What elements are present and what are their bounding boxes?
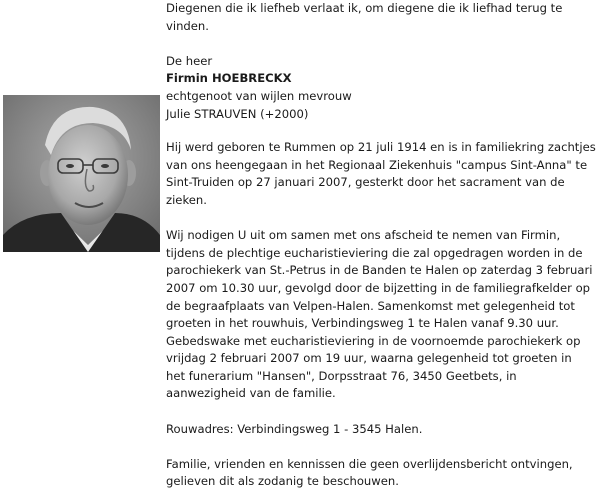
last-name: HOEBRECKX — [211, 71, 292, 86]
intro-line: vinden. — [166, 18, 209, 33]
birth-line: van ons heengegaan in het Regionaal Ziekenhuis "campus Sint-Anna" te — [166, 157, 588, 172]
first-name: Firmin — [166, 71, 212, 86]
invitation-line: Gebedswake met eucharistieviering in de voornoemde parochiekerk op — [166, 333, 581, 348]
intro-line: Diegenen die ik liefheb verlaat ik, om diegene die ik liefhad terug te — [166, 1, 563, 15]
invitation-line: de begraafplaats van Velpen-Halen. Samenkomst met gelegenheid tot — [166, 298, 575, 313]
mourning-address: Rouwadres: Verbindingsweg 1 - 3545 Halen. — [166, 421, 423, 436]
invitation-line: groeten in het rouwhuis, Verbindingsweg 1 te Halen vanaf 9.30 uur. — [166, 316, 559, 331]
deceased-name — [166, 70, 592, 88]
spouse-line: Julie STRAUVEN (+2000) — [166, 106, 309, 121]
invitation-line: aanwezigheid van de familie. — [166, 386, 336, 401]
invitation-line: parochiekerk van St.-Petrus in de Banden te Halen op zaterdag 3 februari — [166, 263, 593, 278]
invitation-line: vrijdag 2 februari 2007 om 19 uur, waarna gelegenheid tot groeten in — [166, 351, 572, 366]
birth-line: Sint-Truiden op 27 januari 2007, gesterkt door het sacrament van de — [166, 175, 565, 190]
spouse-line: echtgenoot van wijlen mevrouw — [166, 88, 352, 103]
portrait-illustration — [3, 95, 160, 252]
portrait-photo — [3, 95, 160, 252]
birth-line: Hij werd geboren te Rummen op 21 juli 1914 en is in familiekring zachtjes — [166, 140, 596, 155]
invitation-line: Wij nodigen U uit om samen met ons afscheid te nemen van Firmin, — [166, 228, 561, 243]
obituary-text — [166, 0, 596, 491]
salutation: De heer — [166, 53, 213, 68]
birth-line: zieken. — [166, 192, 207, 207]
closing-line: Familie, vrienden en kennissen die geen overlijdensbericht ontvingen, — [166, 456, 573, 471]
closing-line: gelieven dit als zodanig te beschouwen. — [166, 474, 399, 489]
invitation-line: het funerarium "Hansen", Dorpsstraat 76, 3450 Geetbets, in — [166, 368, 517, 383]
invitation-line: 2007 om 10.30 uur, gevolgd door de bijzetting in de familiegrafkelder op — [166, 280, 591, 295]
invitation-line: tijdens de plechtige eucharistieviering die zal opgedragen worden in de — [166, 245, 583, 260]
